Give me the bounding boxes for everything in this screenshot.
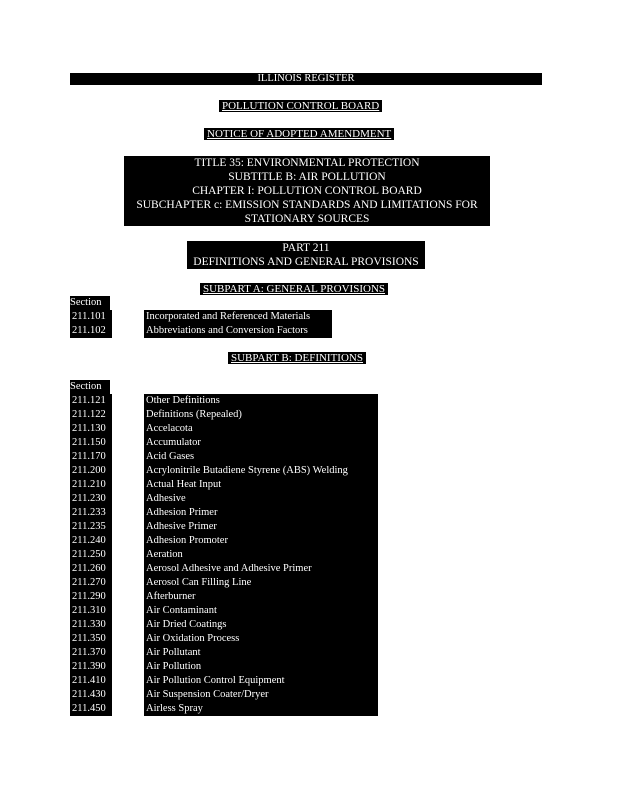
section-title: Air Pollution Control Equipment: [144, 674, 378, 688]
section-label: Section: [70, 297, 102, 308]
section-row: [70, 422, 378, 436]
section-row: [70, 520, 378, 534]
subchapter-line: SUBCHAPTER c: EMISSION STANDARDS AND LIMITATIONS FOR: [136, 199, 478, 211]
section-row: [70, 632, 378, 646]
section-number: 211.200: [70, 464, 112, 478]
section-number: 211.290: [70, 590, 112, 604]
section-title: Adhesive Primer: [144, 520, 378, 534]
section-number: 211.410: [70, 674, 112, 688]
section-row: [70, 478, 378, 492]
section-title: Acid Gases: [144, 450, 378, 464]
section-number: 211.390: [70, 660, 112, 674]
section-title: Air Suspension Coater/Dryer: [144, 688, 378, 702]
section-row: [70, 324, 332, 338]
section-title: Aeration: [144, 548, 378, 562]
chapter-line: CHAPTER I: POLLUTION CONTROL BOARD: [192, 185, 422, 197]
section-number: 211.240: [70, 534, 112, 548]
section-row: [70, 492, 378, 506]
section-title: Air Contaminant: [144, 604, 378, 618]
section-title: Acrylonitrile Butadiene Styrene (ABS) Welding: [144, 464, 378, 478]
section-title: Definitions (Repealed): [144, 408, 378, 422]
section-number: 211.102: [70, 324, 112, 338]
part-title: DEFINITIONS AND GENERAL PROVISIONS: [193, 256, 419, 268]
section-row: [70, 534, 378, 548]
section-row: [70, 408, 378, 422]
section-title: Air Pollution: [144, 660, 378, 674]
section-number: 211.370: [70, 646, 112, 660]
section-number: 211.235: [70, 520, 112, 534]
section-title: Adhesion Promoter: [144, 534, 378, 548]
section-row: [70, 660, 378, 674]
section-row: [70, 674, 378, 688]
section-row: [70, 702, 378, 716]
section-row: [70, 562, 378, 576]
section-row: [70, 576, 378, 590]
section-row: [70, 394, 378, 408]
subpart-b-list: [70, 394, 378, 716]
section-title: Afterburner: [144, 590, 378, 604]
register-header-text: ILLINOIS REGISTER: [257, 73, 355, 84]
section-number: 211.350: [70, 632, 112, 646]
section-row: [70, 436, 378, 450]
section-number: 211.130: [70, 422, 112, 436]
subpart-a-list: [70, 310, 332, 338]
section-title: Air Oxidation Process: [144, 632, 378, 646]
section-number: 211.150: [70, 436, 112, 450]
section-number: 211.121: [70, 394, 112, 408]
subpart-b-heading: SUBPART B: DEFINITIONS: [228, 352, 366, 364]
register-header: [70, 73, 542, 85]
section-row: [70, 604, 378, 618]
section-title: Abbreviations and Conversion Factors: [144, 324, 332, 338]
section-title: Aerosol Adhesive and Adhesive Primer: [144, 562, 378, 576]
subchapter-line-2: STATIONARY SOURCES: [244, 213, 370, 225]
section-title: Incorporated and Referenced Materials: [144, 310, 332, 324]
section-row: [70, 450, 378, 464]
section-title: Adhesion Primer: [144, 506, 378, 520]
section-number: 211.260: [70, 562, 112, 576]
section-label: Section: [70, 381, 102, 392]
section-number: 211.170: [70, 450, 112, 464]
section-row: [70, 646, 378, 660]
section-row: [70, 688, 378, 702]
section-number: 211.270: [70, 576, 112, 590]
section-title: Air Dried Coatings: [144, 618, 378, 632]
section-row: [70, 506, 378, 520]
section-number: 211.101: [70, 310, 112, 324]
part-block: [187, 241, 425, 269]
title-block: [124, 156, 490, 226]
section-number: 211.250: [70, 548, 112, 562]
section-number: 211.122: [70, 408, 112, 422]
section-title: Actual Heat Input: [144, 478, 378, 492]
agency-label: POLLUTION CONTROL BOARD: [219, 100, 382, 112]
section-row: [70, 590, 378, 604]
section-row: [70, 618, 378, 632]
section-number: 211.310: [70, 604, 112, 618]
section-row: [70, 548, 378, 562]
notice-label: NOTICE OF ADOPTED AMENDMENT: [204, 128, 394, 140]
subpart-a-heading: SUBPART A: GENERAL PROVISIONS: [200, 283, 388, 295]
section-row: [70, 464, 378, 478]
section-number: 211.230: [70, 492, 112, 506]
section-row: [70, 310, 332, 324]
section-title: Other Definitions: [144, 394, 378, 408]
subtitle-line: SUBTITLE B: AIR POLLUTION: [228, 171, 386, 183]
section-title: Adhesive: [144, 492, 378, 506]
section-title: Airless Spray: [144, 702, 378, 716]
subpart-a-section-label: [70, 296, 110, 310]
section-title: Air Pollutant: [144, 646, 378, 660]
section-title: Aerosol Can Filling Line: [144, 576, 378, 590]
title-line: TITLE 35: ENVIRONMENTAL PROTECTION: [194, 157, 420, 169]
section-number: 211.330: [70, 618, 112, 632]
section-number: 211.430: [70, 688, 112, 702]
section-number: 211.233: [70, 506, 112, 520]
part-number: PART 211: [282, 242, 330, 254]
section-title: Accelacota: [144, 422, 378, 436]
section-number: 211.450: [70, 702, 112, 716]
section-title: Accumulator: [144, 436, 378, 450]
subpart-b-section-label: [70, 380, 110, 394]
section-number: 211.210: [70, 478, 112, 492]
